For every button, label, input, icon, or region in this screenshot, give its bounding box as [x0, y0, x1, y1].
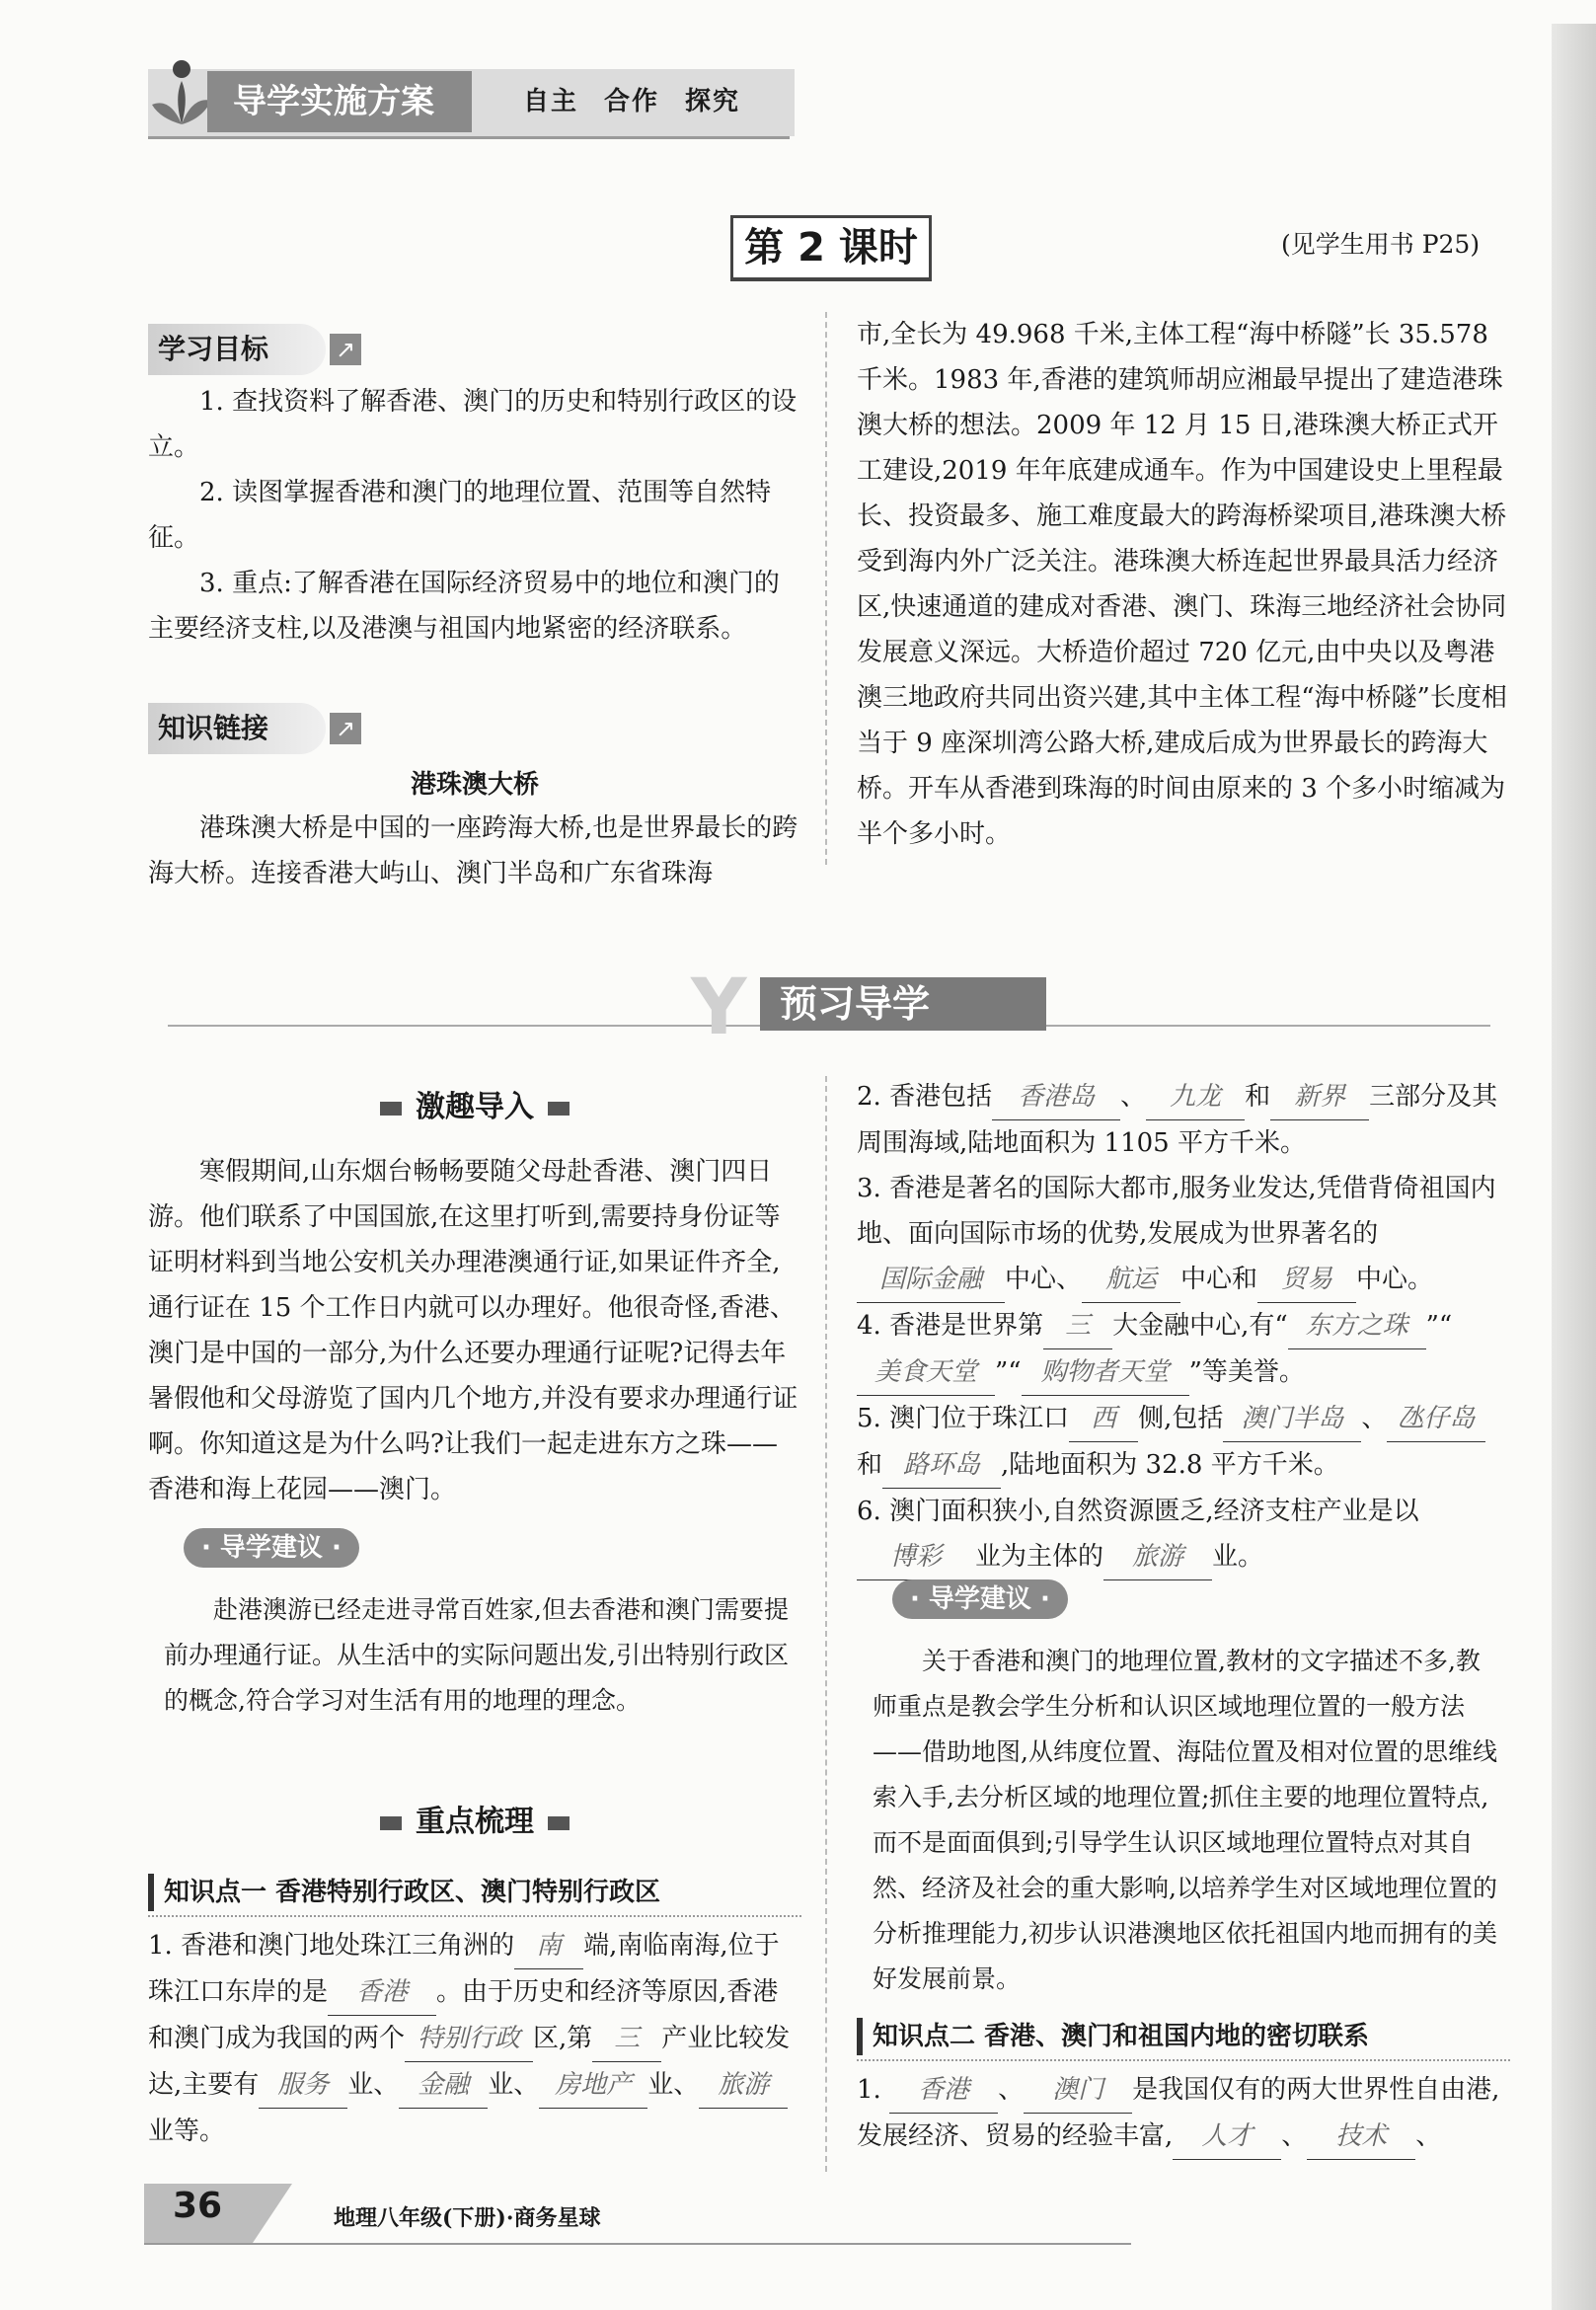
answer-blank: 旅游 [1103, 1534, 1212, 1580]
banner-title: 预习导学 [780, 982, 931, 1026]
answer-blank: 九龙 [1146, 1074, 1245, 1120]
answer-blank: 香港岛 [992, 1074, 1120, 1120]
question-7: 1. 香港 、 澳门 是我国仅有的两大世界性自由港,发展经济、贸易的经验丰富, 人才 、 技术 、 [857, 2067, 1510, 2160]
goal-item: 3. 重点:了解香港在国际经济贸易中的地位和澳门的主要经济支柱,以及港澳与祖国内地紧密的经济联系。 [148, 569, 780, 644]
header-tags [523, 81, 766, 117]
book-leaf-logo-icon [146, 55, 215, 134]
intro-heading-text: 激趣导入 [416, 1090, 534, 1124]
guide-label-left: · 导学建议 · [184, 1528, 359, 1568]
banner-letter: Y [691, 963, 747, 1052]
answer-blank: 三 [592, 2016, 661, 2062]
question-4: 4. 香港是世界第 三 大金融中心,有“ 东方之珠 ”“美食天堂 ”“ 购物者天堂 ”等美誉。 [857, 1303, 1510, 1396]
footer-rule [144, 2243, 1131, 2245]
intro-text: 寒假期间,山东烟台畅畅要随父母赴香港、澳门四日游。他们联系了中国国旅,在这里打听到,需要持身份证等证明材料到当地公安机关办理港澳通行证,如果证件齐全,通行证在 15 个工作日内就可以办理好。他很奇怪,香港、澳门是中国的一部分,为什么还要办理通行证呢?记得去年暑假他和父母游览了国内几个地方,并没有要求办理通行证啊。你知道这是为什么吗?让我们一起走进东方之珠——香港和海上花园——澳门。 [148, 1157, 798, 1504]
question-5: 5. 澳门位于珠江口 西 侧,包括 澳门半岛 、 氹仔岛和 路环岛 ,陆地面积为 32.8 平方千米。 [857, 1396, 1510, 1489]
goals-label: 学习目标 [148, 324, 326, 375]
answer-blank: 旅游 [699, 2062, 788, 2109]
tag-zizhu: 自主 [523, 87, 579, 116]
guide-label-right: · 导学建议 · [892, 1579, 1068, 1619]
question-1: 1. 香港和澳门地处珠江三角洲的 南 端,南临南海,位于珠江口东岸的是 香港 。由于历史和经济等原因,香港和澳门成为我国的两个 特别行政 区,第 三 产业比较发达,主要有 服务 业、 金融 业、 房地产 业、 旅游业等。 [148, 1923, 801, 2154]
answer-blank: 人才 [1173, 2114, 1281, 2160]
answer-blank: 香港 [328, 1969, 436, 2016]
column-divider [825, 312, 827, 865]
answer-blank: 香港 [889, 2067, 998, 2114]
page-number-tab [253, 2184, 292, 2243]
arrow-icon: ↗ [330, 334, 361, 365]
answer-blank: 特别行政 [405, 2016, 533, 2062]
answer-blank: 航运 [1082, 1257, 1180, 1303]
answer-blank: 服务 [259, 2062, 347, 2109]
question-6: 6. 澳门面积狭小,自然资源匮乏,经济支柱产业是以博彩 业为主体的 旅游 业。 [857, 1489, 1510, 1580]
kp-underline [857, 2059, 1510, 2061]
answer-blank: 西 [1069, 1396, 1138, 1442]
goals-list [148, 379, 801, 652]
knowledge-point-two: 知识点二 香港、澳门和祖国内地的密切联系 [857, 2018, 1516, 2055]
lesson-reference: (见学生用书 P25) [1281, 230, 1481, 259]
arrow-icon: ↗ [330, 713, 361, 744]
page-number: 36 [173, 2186, 223, 2226]
header-underline [148, 136, 790, 139]
answer-blank: 新界 [1270, 1074, 1369, 1120]
answer-blank: 澳门半岛 [1223, 1396, 1361, 1442]
question-2: 2. 香港包括 香港岛 、 九龙 和 新界 三部分及其周围海域,陆地面积为 1105 平方千米。 [857, 1074, 1510, 1166]
answer-blank: 澳门 [1024, 2067, 1132, 2114]
answer-blank: 博彩 [857, 1534, 975, 1580]
link-paragraph-right: 市,全长为 49.968 千米,主体工程“海中桥隧”长 35.578 千米。1983 年,香港的建筑师胡应湘最早提出了建造港珠澳大桥的想法。2009 年 12 月 15 日,港珠澳大桥正式开工建设,2019 年年底建成通车。作为中国建设史上里程最长、投资最多、施工难度最大的跨海桥梁项目,港珠澳大桥受到海内外广泛关注。港珠澳大桥连起世界最具活力经济区,快速通道的建成对香港、澳门、珠海三地经济社会协同发展意义深远。大桥造价超过 720 亿元,由中央以及粤港澳三地政府共同出资兴建,其中主体工程“海中桥隧”长度相当于 9 座深圳湾公路大桥,建成后成为世界最长的跨海大桥。开车从香港到珠海的时间由原来的 3 个多小时缩减为半个多小时。 [857, 320, 1507, 849]
header-title: 导学实施方案 [207, 71, 472, 132]
column-divider [825, 1076, 827, 2172]
intro-heading [148, 1082, 801, 1125]
right-questions [857, 1074, 1510, 1580]
focus-heading-text: 重点梳理 [416, 1805, 534, 1839]
kp-underline [148, 1915, 801, 1917]
answer-blank: 金融 [399, 2062, 488, 2109]
guide-text-right: 关于香港和澳门的地理位置,教材的文字描述不多,教师重点是教会学生分析和认识区域地理位置的一般方法——借助地图,从纬度位置、海陆位置及相对位置的思维线索入手,去分析区域的地理位置;抓住主要的地理位置特点,而不是面面俱到;引导学生认识区域地理位置特点对其自然、经济及社会的重大影响,以培养学生对区域地理位置的分析推理能力,初步认识港澳地区依托祖国内地而拥有的美好发展前景。 [873, 1647, 1497, 1993]
goal-item: 1. 查找资料了解香港、澳门的历史和特别行政区的设立。 [148, 387, 798, 462]
answer-blank: 美食天堂 [857, 1349, 995, 1396]
answer-blank: 国际金融 [857, 1257, 1005, 1303]
knowledge-point-one: 知识点一 香港特别行政区、澳门特别行政区 [148, 1874, 807, 1911]
link-label: 知识链接 [148, 703, 326, 754]
answer-blank: 东方之珠 [1288, 1303, 1426, 1349]
answer-blank: 路环岛 [882, 1442, 1001, 1489]
link-title: 港珠澳大桥 [410, 770, 539, 800]
answer-blank: 三 [1043, 1303, 1112, 1349]
answer-blank: 技术 [1307, 2114, 1415, 2160]
tag-tanjiu: 探究 [685, 87, 741, 116]
focus-heading [148, 1797, 801, 1840]
answer-blank: 房地产 [539, 2062, 647, 2109]
answer-blank: 南 [514, 1923, 583, 1969]
answer-blank: 贸易 [1257, 1257, 1356, 1303]
preview-banner [612, 963, 1046, 1052]
question-3: 3. 香港是著名的国际大都市,服务业发达,凭借背倚祖国内地、面向国际市场的优势,发展成为世界著名的国际金融 中心、 航运 中心和 贸易 中心。 [857, 1166, 1510, 1303]
lesson-title: 第 2 课时 [730, 215, 932, 281]
answer-blank: 氹仔岛 [1387, 1396, 1485, 1442]
goal-item: 2. 读图掌握香港和澳门的地理位置、范围等自然特征。 [148, 478, 772, 553]
answer-blank: 购物者天堂 [1022, 1349, 1189, 1396]
tag-hezuo: 合作 [604, 87, 660, 116]
guide-text-left: 赴港澳游已经走进寻常百姓家,但去香港和澳门需要提前办理通行证。从生活中的实际问题出发,引出特别行政区的概念,符合学习对生活有用的地理的理念。 [164, 1595, 789, 1715]
footer-text: 地理八年级(下册)·商务星球 [334, 2205, 601, 2231]
link-paragraph-left: 港珠澳大桥是中国的一座跨海大桥,也是世界最长的跨海大桥。连接香港大屿山、澳门半岛和广东省珠海 [148, 813, 798, 888]
page-edge-shadow [1552, 24, 1596, 2310]
